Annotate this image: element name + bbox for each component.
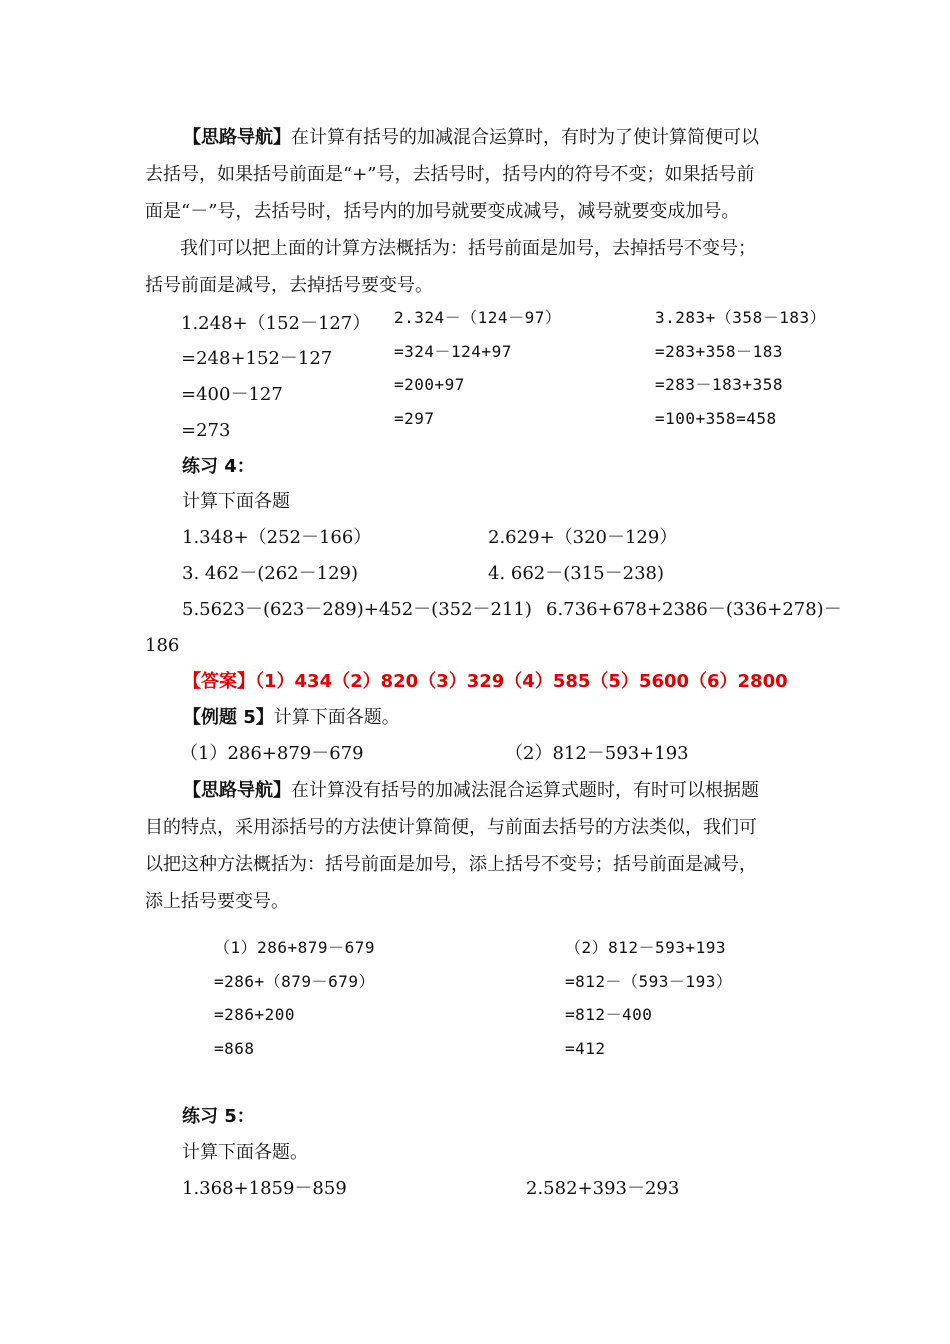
- ex1-col1-line-4: =273: [181, 420, 231, 441]
- ex1-col2-line-1: 2.324－（124－97）: [394, 308, 562, 327]
- practice-5-intro: 计算下面各题。: [182, 1142, 308, 1163]
- ex1-col1-line-1: 1.248+（152－127）: [181, 313, 371, 334]
- ex2-col2-line-2: =812－（593－193）: [565, 972, 733, 991]
- ex2-col2-line-4: =412: [565, 1039, 606, 1058]
- example-5-q1: （1）286+879－679: [180, 743, 364, 764]
- practice-4-q6-line-1: 6.736+678+2386－(336+278)－: [546, 599, 842, 620]
- practice-4-q5: 5.5623－(623－289)+452－(352－211): [182, 599, 532, 620]
- tip-paragraph-2-line-3: 以把这种方法概括为：括号前面是加号，添上括号不变号；括号前面是减号，: [145, 854, 757, 875]
- ex1-col2-line-4: =297: [394, 409, 435, 428]
- practice-5-title: 练习 5：: [182, 1106, 255, 1127]
- example-5-text: 计算下面各题。: [273, 707, 400, 728]
- example-5-q2: （2）812－593+193: [505, 743, 689, 764]
- summary-line-2: 括号前面是减号，去掉括号要变号。: [145, 275, 433, 296]
- example-5-heading: [183, 706, 400, 730]
- ex2-col2-line-3: =812－400: [565, 1005, 653, 1024]
- ex2-col1-line-3: =286+200: [214, 1005, 296, 1024]
- practice-4-title: 练习 4：: [182, 456, 255, 477]
- tip-paragraph-2-line-4: 添上括号要变号。: [145, 891, 289, 912]
- tip-label-2: 【思路导航】: [183, 780, 291, 801]
- tip-paragraph-1-line-1: [183, 126, 759, 150]
- summary-line-1: 我们可以把上面的计算方法概括为：括号前面是加号，去掉括号不变号；: [180, 238, 756, 259]
- tip-text-2: 在计算没有括号的加减法混合运算式题时，有时可以根据题: [291, 780, 759, 801]
- ex2-col2-line-1: （2）812－593+193: [565, 938, 726, 957]
- practice-4-q1: 1.348+（252－166）: [182, 527, 372, 548]
- ex1-col2-line-2: =324－124+97: [394, 342, 512, 361]
- ex1-col3-line-4: =100+358=458: [655, 409, 777, 428]
- ex1-col1-line-3: =400－127: [181, 384, 283, 405]
- practice-5-q2: 2.582+393－293: [526, 1178, 680, 1199]
- practice-4-q2: 2.629+（320－129）: [488, 527, 678, 548]
- tip-paragraph-1-line-2: 去括号，如果括号前面是“+”号，去括号时，括号内的符号不变；如果括号前: [145, 164, 755, 185]
- ex1-col3-line-3: =283－183+358: [655, 375, 783, 394]
- ex1-col3-line-1: 3.283+（358－183）: [655, 308, 827, 327]
- ex1-col1-line-2: =248+152－127: [181, 348, 333, 369]
- ex2-col1-line-2: =286+（879－679）: [214, 972, 375, 991]
- answer-text: （1）434（2）820（3）329（4）585（5）5600（6）2800: [255, 671, 788, 692]
- ex2-col1-line-1: （1）286+879－679: [214, 938, 375, 957]
- tip-paragraph-2-line-2: 目的特点，采用添括号的方法使计算简便，与前面去括号的方法类似，我们可: [145, 817, 757, 838]
- tip-label: 【思路导航】: [183, 127, 291, 148]
- practice-4-q6-line-2: 186: [145, 635, 180, 656]
- practice-5-q1: 1.368+1859－859: [182, 1178, 347, 1199]
- practice-4-q4: 4. 662－(315－238): [488, 563, 665, 584]
- tip-paragraph-2-line-1: [183, 779, 759, 803]
- ex1-col3-line-2: =283+358－183: [655, 342, 783, 361]
- practice-4-q3: 3. 462－(262－129): [182, 563, 359, 584]
- tip-paragraph-1-line-3: 面是“－”号，去括号时，括号内的加号就要变成减号，减号就要变成加号。: [145, 201, 740, 222]
- ex1-col2-line-3: =200+97: [394, 375, 465, 394]
- answer-label: 【答案】: [183, 671, 255, 692]
- example-5-label: 【例题 5】: [183, 707, 274, 728]
- ex2-col1-line-4: =868: [214, 1039, 255, 1058]
- practice-4-intro: 计算下面各题: [182, 491, 290, 512]
- answer-line: [183, 670, 788, 694]
- tip-text: 在计算有括号的加减混合运算时，有时为了使计算简便可以: [291, 127, 759, 148]
